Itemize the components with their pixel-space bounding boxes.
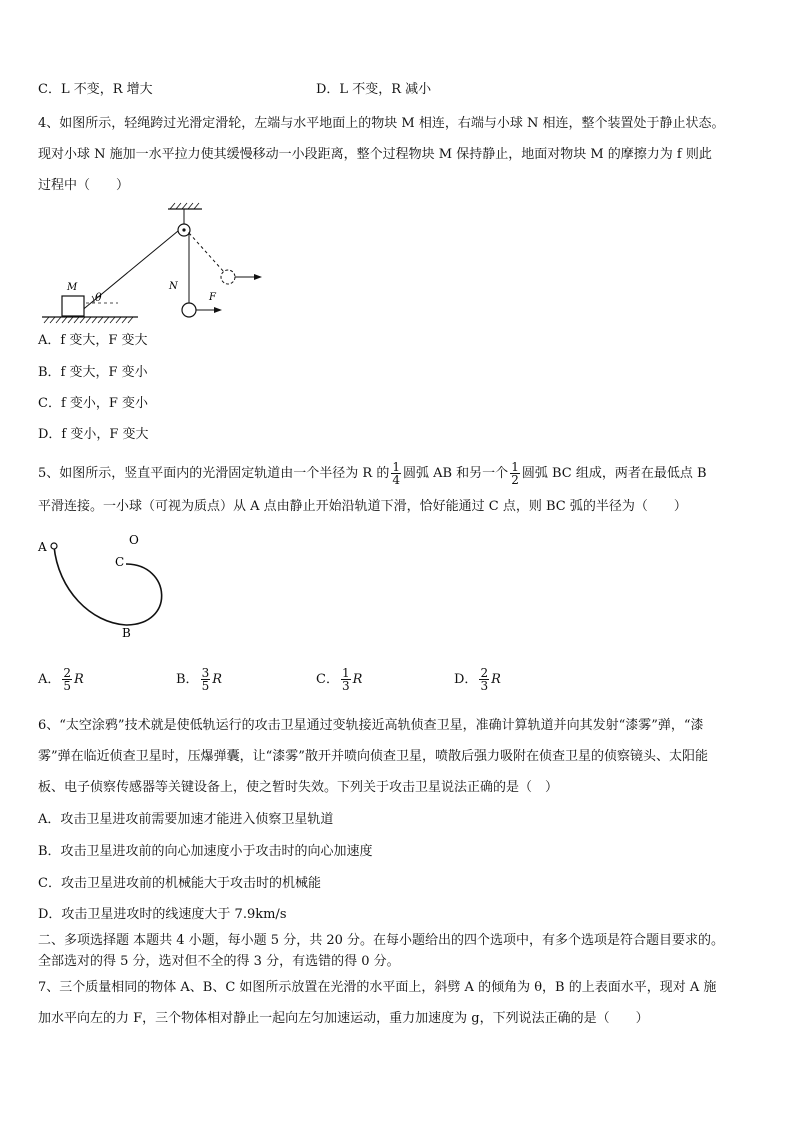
q5-stem-line1 xyxy=(38,461,707,486)
q5-label-A: A xyxy=(38,540,47,554)
q6-option-c: C．攻击卫星进攻前的机械能大于攻击时的机械能 xyxy=(38,876,321,891)
q4-option-c: C．f 变小，F 变小 xyxy=(38,396,149,411)
q7-stem-line1: 7、三个质量相同的物体 A、B、C 如图所示放置在光滑的水平面上，斜劈 A 的倾角为 θ，B 的上表面水平，现对 A 施 xyxy=(38,980,717,995)
q5-track-figure xyxy=(36,530,176,645)
q4-stem-line2: 现对小球 N 施加一水平拉力使其缓慢移动一小段距离，整个过程物块 M 保持静止，地面对物块 M 的摩擦力为 f 则此 xyxy=(38,147,712,162)
q5-label-C: C xyxy=(115,555,125,569)
q5-option-a: A． $\frac{2}{5}$ R xyxy=(38,666,84,693)
q4-option-d: D．f 变小，F 变大 xyxy=(38,427,149,442)
q5-fraction-quarter: $\frac{1}{4}$ xyxy=(392,460,400,487)
q5-stem-part2: 圆弧 AB 和另一个 xyxy=(402,466,509,481)
q5-stem-part3: 圆弧 BC 组成，两者在最低点 B xyxy=(521,466,707,481)
q4-pulley-figure xyxy=(38,200,278,330)
q7-stem-line2: 加水平向左的力 F，三个物体相对静止一起向左匀加速运动，重力加速度为 g，下列说法正确的是（ ） xyxy=(38,1011,649,1026)
q5-label-O: O xyxy=(129,533,139,547)
q4-stem-line3: 过程中（ ） xyxy=(38,178,130,193)
section2-heading-line1: 二、多项选择题 本题共 4 小题，每小题 5 分，共 20 分。在每小题给出的四个选项中，有多个选项是符合题目要求的。 xyxy=(38,933,725,948)
q4-stem-line1: 4、如图所示，轻绳跨过光滑定滑轮，左端与水平地面上的物块 M 相连，右端与小球 N 相连，整个装置处于静止状态。 xyxy=(38,116,725,131)
q6-option-b: B．攻击卫星进攻前的向心加速度小于攻击时的向心加速度 xyxy=(38,844,373,859)
q3-option-c: C．L 不变，R 增大 xyxy=(38,82,153,97)
q4-option-a: A．f 变大，F 变大 xyxy=(38,333,148,348)
q6-option-a: A．攻击卫星进攻前需要加速才能进入侦察卫星轨道 xyxy=(38,812,334,827)
q6-stem-line2: 雾”弹在临近侦查卫星时，压爆弹囊，让“漆雾”散开并喷向侦查卫星，喷散后强力吸附在侦查卫星的侦察镜头、太阳能 xyxy=(38,749,708,764)
q5-option-d: D． $\frac{2}{3}$ R xyxy=(454,666,501,693)
q5-stem-line2: 平滑连接。一小球（可视为质点）从 A 点由静止开始沿轨道下滑，恰好能通过 C 点，则 BC 弧的半径为（ ） xyxy=(38,499,687,514)
q6-stem-line1: 6、“太空涂鸦”技术就是使低轨运行的攻击卫星通过变轨接近高轨侦查卫星，准确计算轨道并向其发射“漆雾”弹，“漆 xyxy=(38,718,704,733)
q6-stem-line3: 板、电子侦察传感器等关键设备上，使之暂时失效。下列关于攻击卫星说法正确的是（ ） xyxy=(38,780,559,795)
q4-option-b: B．f 变大，F 变小 xyxy=(38,365,148,380)
q5-label-B: B xyxy=(122,626,131,640)
q4-label-theta: θ xyxy=(95,291,102,304)
section2-heading-line2: 全部选对的得 5 分，选对但不全的得 3 分，有选错的得 0 分。 xyxy=(38,954,400,969)
q5-fraction-half: $\frac{1}{2}$ xyxy=(511,460,519,487)
q4-label-F: F xyxy=(209,292,216,303)
q4-label-M: M xyxy=(67,282,78,293)
q5-stem-part1: 5、如图所示，竖直平面内的光滑固定轨道由一个半径为 R 的 xyxy=(38,466,390,481)
q5-option-b: B． $\frac{3}{5}$ R xyxy=(176,666,222,693)
q5-option-c: C． $\frac{1}{3}$ R xyxy=(316,666,363,693)
q3-option-d: D．L 不变，R 减小 xyxy=(316,82,432,97)
q4-label-N: N xyxy=(169,281,178,292)
q6-option-d: D．攻击卫星进攻时的线速度大于 7.9km/s xyxy=(38,907,287,922)
